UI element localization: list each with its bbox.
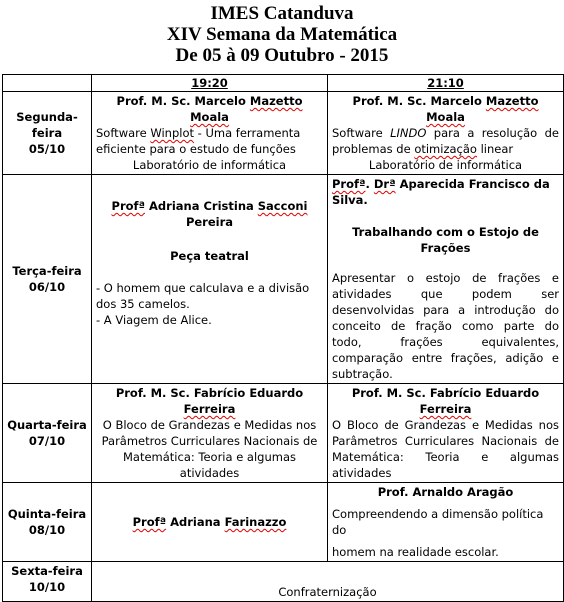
day-date: 08/10 bbox=[28, 523, 66, 537]
day-date: 06/10 bbox=[28, 280, 66, 294]
session-description: Apresentar o estojo de frações e atividades que podem ser desenvolvidas para a introdução do conceito de fração como parte do todo, frações equivalentes, comparação entre frações, adição e subtração. bbox=[332, 271, 559, 381]
day-name: Quinta-feira bbox=[7, 507, 87, 521]
session-item: - O homem que calculava e a divisão dos 35 camelos. bbox=[96, 281, 310, 311]
day-date: 07/10 bbox=[28, 434, 66, 448]
session-description: Software Winplot - Uma ferramenta eficiente para o estudo de funções bbox=[96, 126, 301, 156]
session-cell bbox=[92, 483, 328, 562]
session-title: Trabalhando com o Estojo de Frações bbox=[352, 225, 539, 255]
speaker-name: Profª. Drª Aparecida Francisco da Silva. bbox=[332, 177, 550, 207]
session-description: Software LINDO para a resolução de problemas de otimização linear bbox=[332, 126, 559, 156]
session-location: Laboratório de informática bbox=[368, 158, 523, 172]
day-name: Sexta-feira bbox=[11, 564, 83, 578]
day-date: 10/10 bbox=[28, 580, 66, 594]
speaker-name: Profª Adriana Farinazzo bbox=[132, 515, 287, 529]
table-row bbox=[3, 562, 564, 602]
session-cell bbox=[92, 175, 328, 384]
schedule-table bbox=[2, 74, 564, 602]
session-cell bbox=[328, 384, 564, 483]
table-row bbox=[3, 92, 564, 175]
day-cell bbox=[3, 92, 92, 175]
session-description: homem na realidade escolar. bbox=[332, 545, 499, 559]
session-description: O Bloco de Grandezas e Medidas nos Parâmetros Curriculares Nacionais de Matemática: Teoria e algumas atividades bbox=[101, 418, 318, 480]
session-cell bbox=[328, 175, 564, 384]
institution-title: IMES Catanduva bbox=[210, 3, 354, 24]
event-dates: De 05 à 09 Outubro - 2015 bbox=[175, 45, 389, 66]
session-description: Compreendendo a dimensão política do bbox=[332, 507, 544, 537]
table-row bbox=[3, 175, 564, 384]
document-header bbox=[0, 0, 564, 74]
speaker-name: Prof. M. Sc. Marcelo Mazetto Moala bbox=[116, 94, 303, 124]
speaker-name: Prof. M. Sc. Marcelo Mazetto Moala bbox=[352, 94, 539, 124]
table-row bbox=[3, 483, 564, 562]
session-title: Peça teatral bbox=[170, 249, 249, 263]
speaker-name: Prof. Arnaldo Aragão bbox=[377, 485, 514, 499]
session-description: O Bloco de Grandezas e Medidas nos Parâmetros Curriculares Nacionais de Matemática: Teoria e algumas atividades bbox=[332, 418, 559, 480]
day-cell bbox=[3, 384, 92, 483]
merged-session-cell: Confraternização bbox=[92, 562, 564, 602]
day-cell bbox=[3, 562, 92, 602]
session-cell bbox=[328, 92, 564, 175]
session-location: Laboratório de informática bbox=[132, 158, 287, 172]
session-cell bbox=[92, 384, 328, 483]
day-cell bbox=[3, 483, 92, 562]
time-header-2: 21:10 bbox=[328, 75, 564, 92]
speaker-name: Prof. M. Sc. Fabrício Eduardo Ferreira bbox=[115, 386, 304, 416]
session-item: - A Viagem de Alice. bbox=[96, 313, 212, 327]
speaker-name: Prof. M. Sc. Fabrício Eduardo Ferreira bbox=[351, 386, 540, 416]
time-header-row bbox=[3, 75, 564, 92]
table-row bbox=[3, 384, 564, 483]
session-cell bbox=[328, 483, 564, 562]
day-name: Terça-feira bbox=[12, 264, 82, 278]
day-name: Segunda-feira bbox=[16, 110, 78, 140]
day-cell bbox=[3, 175, 92, 384]
day-date: 05/10 bbox=[28, 142, 66, 156]
session-cell bbox=[92, 92, 328, 175]
time-header-1: 19:20 bbox=[92, 75, 328, 92]
event-title: XIV Semana da Matemática bbox=[166, 24, 398, 45]
day-name: Quarta-feira bbox=[7, 418, 87, 432]
speaker-name: Profª Adriana Cristina Sacconi Pereira bbox=[111, 199, 308, 229]
corner-cell bbox=[3, 75, 92, 92]
